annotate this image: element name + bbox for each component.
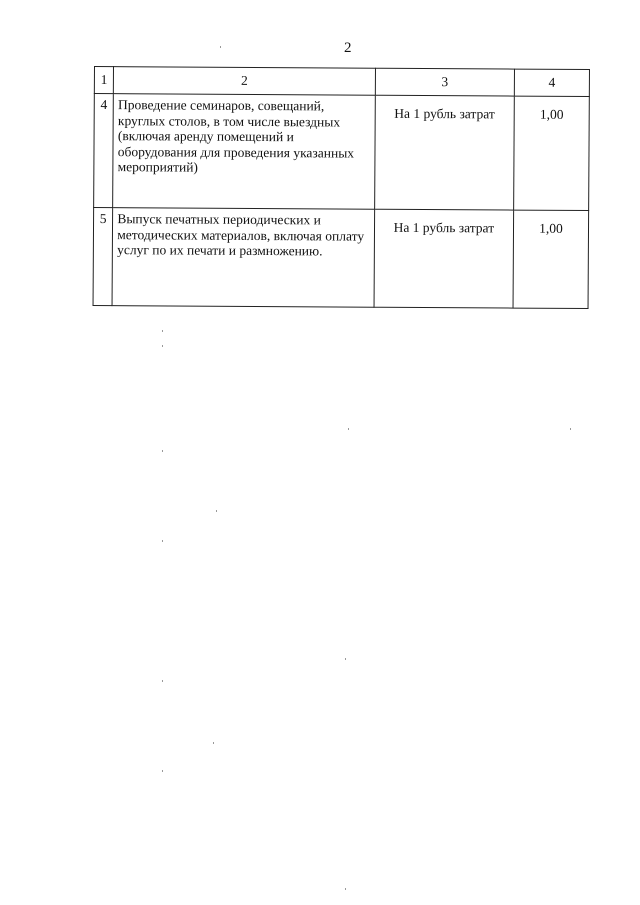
table-header-row [94,67,589,97]
row-description: Выпуск печатных периодических и методических материалов, включая оплату услуг по их печати и размножению. [112,208,374,308]
scan-speck [162,450,163,452]
header-col-3: 3 [375,68,514,96]
row-value: 1,00 [513,210,589,308]
table-row [93,208,589,309]
expense-norms-table [93,66,590,309]
scan-speck [348,428,349,430]
scan-speck [162,330,163,332]
row-number: 5 [93,208,113,306]
row-value: 1,00 [514,96,590,210]
row-description: Проведение семинаров, совещаний, круглых столов, в том числе выездных (включая аренду помещений и оборудования для проведения указанных мероприятий) [113,94,375,210]
page-number: 2 [344,40,352,56]
scan-speck [162,345,163,347]
scan-speck [162,680,163,682]
row-unit: На 1 рубль затрат [374,209,514,308]
header-col-2: 2 [114,67,376,96]
row-number: 4 [94,94,114,208]
scan-speck [345,888,346,890]
header-col-4: 4 [514,69,589,96]
table-row [94,94,590,211]
scan-speck [220,46,221,48]
row-unit: На 1 рубль затрат [374,95,514,210]
scan-speck [216,510,217,512]
scan-speck [162,540,163,542]
scan-speck [570,428,571,430]
scan-speck [345,658,346,660]
scan-speck [162,770,163,772]
scan-speck [213,742,214,744]
header-col-1: 1 [94,67,113,94]
